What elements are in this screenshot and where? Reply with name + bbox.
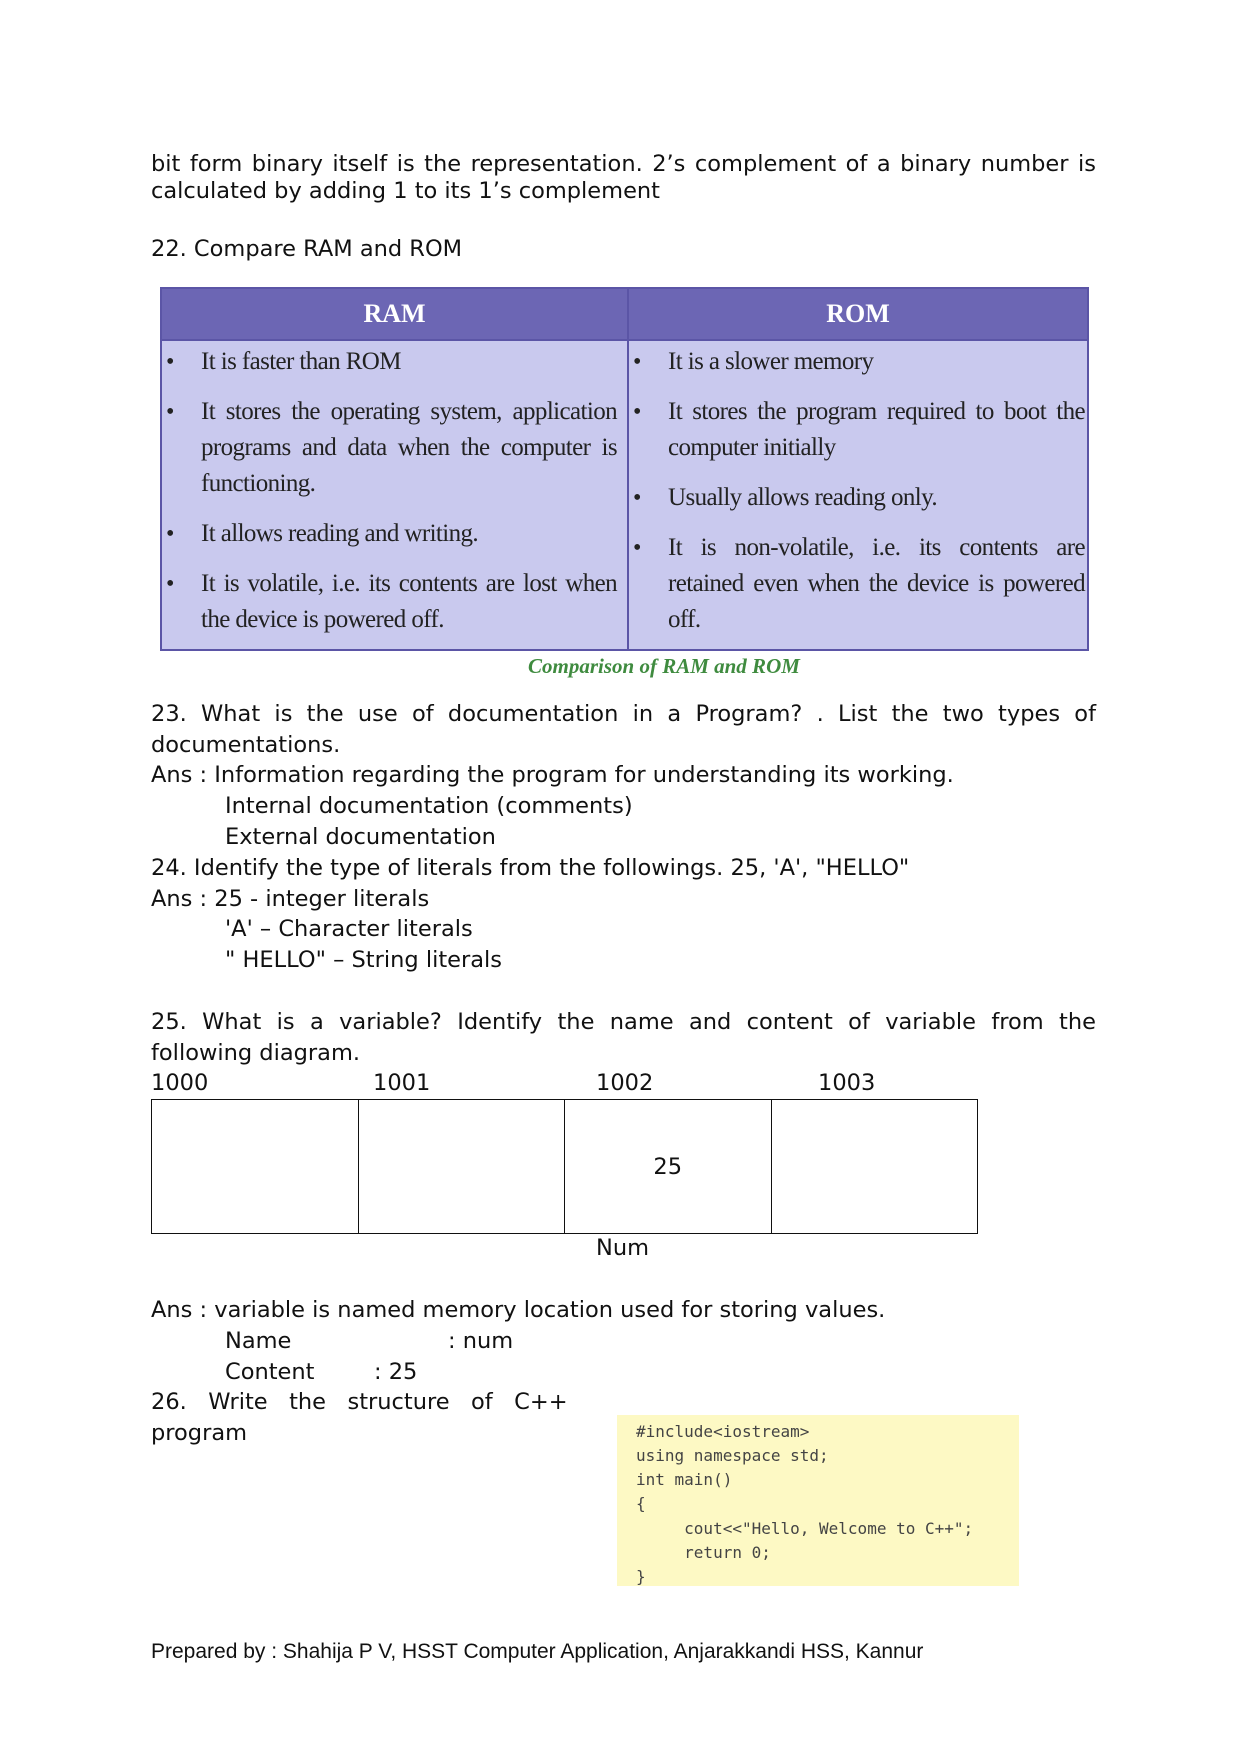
ram-item: • It allows reading and writing. bbox=[162, 516, 617, 552]
ram-rom-comparison-table bbox=[160, 287, 1089, 651]
rom-item: • It is a slower memory bbox=[629, 344, 1085, 380]
q24-answer-string: " HELLO" – String literals bbox=[225, 947, 502, 973]
ram-column bbox=[162, 344, 617, 652]
name-label: Name bbox=[225, 1328, 292, 1354]
table-caption: Comparison of RAM and ROM bbox=[528, 654, 800, 678]
code-line: using namespace std; bbox=[636, 1446, 829, 1465]
q23-question-line-2: documentations. bbox=[151, 732, 341, 758]
memory-cell bbox=[565, 1100, 772, 1233]
intro-line-1: bit form binary itself is the representation. 2’s complement of a binary number is bbox=[151, 151, 1096, 177]
q25-question-line-2: following diagram. bbox=[151, 1040, 361, 1066]
rom-item: • It is non-volatile, i.e. its contents are retained even when the device is powered off. bbox=[629, 530, 1085, 638]
content-label: Content bbox=[225, 1359, 315, 1385]
ram-item: • It is faster than ROM bbox=[162, 344, 617, 380]
rom-item: • It stores the program required to boot the computer initially bbox=[629, 394, 1085, 466]
q22-question: 22. Compare RAM and ROM bbox=[151, 236, 463, 262]
variable-name-label: Num bbox=[596, 1235, 650, 1261]
code-line: } bbox=[636, 1567, 646, 1586]
address-label: 1001 bbox=[373, 1070, 431, 1096]
q23-answer: Ans : Information regarding the program for understanding its working. bbox=[151, 762, 954, 788]
code-line: int main() bbox=[636, 1470, 733, 1489]
header-rom: ROM bbox=[826, 299, 890, 328]
name-value: : num bbox=[448, 1328, 514, 1354]
q23-type-external: External documentation bbox=[225, 824, 496, 850]
memory-cell bbox=[772, 1100, 978, 1233]
table-header bbox=[162, 289, 1087, 341]
q23-type-internal: Internal documentation (comments) bbox=[225, 793, 633, 819]
memory-cell bbox=[359, 1100, 566, 1233]
q25-answer: Ans : variable is named memory location used for storing values. bbox=[151, 1297, 886, 1323]
memory-cell-value: 25 bbox=[653, 1154, 683, 1180]
footer-credit: Prepared by : Shahija P V, HSST Computer Application, Anjarakkandi HSS, Kannur bbox=[151, 1640, 924, 1663]
code-line: cout<<"Hello, Welcome to C++"; bbox=[636, 1519, 974, 1538]
memory-diagram bbox=[151, 1099, 978, 1234]
q26-question-line-1: 26. Write the structure of C++ bbox=[151, 1389, 568, 1415]
rom-column bbox=[629, 344, 1085, 652]
address-label: 1003 bbox=[818, 1070, 876, 1096]
address-label: 1000 bbox=[151, 1070, 209, 1096]
ram-item: • It is volatile, i.e. its contents are lost when the device is powered off. bbox=[162, 566, 617, 638]
header-ram: RAM bbox=[363, 299, 426, 328]
code-line: #include<iostream> bbox=[636, 1422, 810, 1441]
intro-line-2: calculated by adding 1 to its 1’s complement bbox=[151, 178, 660, 204]
q24-answer-character: 'A' – Character literals bbox=[225, 916, 473, 942]
code-snippet bbox=[617, 1415, 1019, 1586]
rom-item: • Usually allows reading only. bbox=[629, 480, 1085, 516]
ram-item: • It stores the operating system, application programs and data when the computer is functioning. bbox=[162, 394, 617, 502]
q24-question: 24. Identify the type of literals from the followings. 25, 'A', "HELLO" bbox=[151, 855, 910, 881]
content-value: : 25 bbox=[374, 1359, 418, 1385]
code-line: return 0; bbox=[636, 1543, 771, 1562]
code-line: { bbox=[636, 1494, 646, 1513]
q24-answer-integer: Ans : 25 - integer literals bbox=[151, 886, 430, 912]
q26-question-line-2: program bbox=[151, 1420, 248, 1446]
address-label: 1002 bbox=[596, 1070, 654, 1096]
memory-cell bbox=[152, 1100, 359, 1233]
q25-question-line-1: 25. What is a variable? Identify the name and content of variable from the bbox=[151, 1009, 1096, 1035]
q23-question-line-1: 23. What is the use of documentation in a Program? . List the two types of bbox=[151, 701, 1096, 727]
